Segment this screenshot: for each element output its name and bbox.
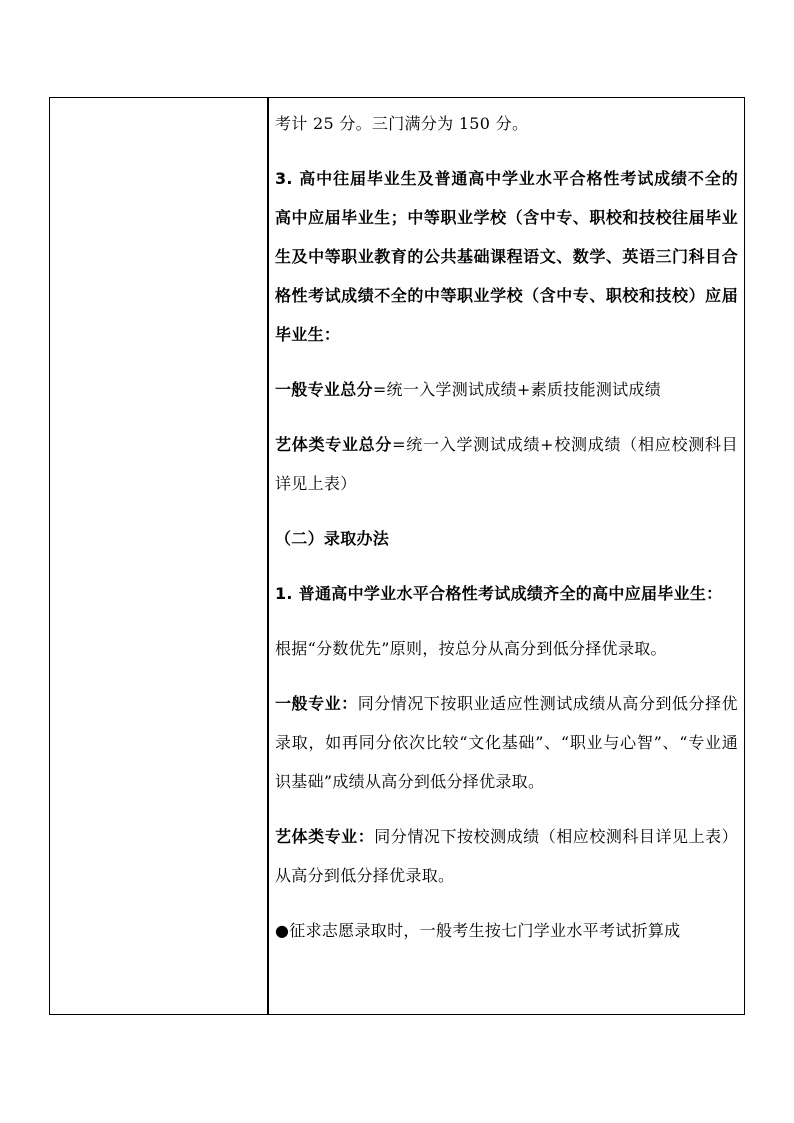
score-total-text: 考计 25 分。三门满分为 150 分。 [275,114,529,133]
supplementary-admission-body: 征求志愿录取时，一般考生按七门学业水平考试折算成 [289,921,681,940]
art-major-tiebreak-text: 同分情况下按校测成绩（相应校测科目详见上表）从高分到低分择优录取。 [275,827,738,885]
general-major-formula-text: =统一入学测试成绩+素质技能测试成绩 [372,380,662,399]
bullet-icon: ● [275,921,290,940]
general-major-formula [275,370,738,409]
art-major-tiebreak [275,817,738,895]
score-priority-rule: 根据“分数优先”原则，按总分从高分到低分择优录取。 [275,639,667,658]
supplementary-admission-text [275,911,738,950]
general-major-label: 一般专业总分 [275,380,373,399]
general-major-tiebreak [275,684,738,801]
art-major-label: 艺体类专业总分 [275,435,393,454]
art-major-formula [275,425,738,503]
subsection-1-heading: 1. 普通高中学业水平合格性考试成绩齐全的高中应届毕业生： [275,584,723,603]
general-major-tiebreak-text: 同分情况下按职业适应性测试成绩从高分到低分择优录取，如再同分依次比较“文化基础”、“职业与心智”、“专业通识基础”成绩从高分到低分择优录取。 [275,694,738,791]
general-major-tiebreak-label: 一般专业： [275,694,358,713]
table-right-cell [269,98,744,1014]
table-left-cell [50,98,267,1014]
section-3-heading: 3. 高中往届毕业生及普通高中学业水平合格性考试成绩不全的高中应届毕业生；中等职业学校（含中专、职校和技校往届毕业生及中等职业教育的公共基础课程语文、数学、英语三门科目合格性考试成绩不全的中等职业学校（含中专、职校和技校）应届毕业生： [275,169,738,344]
art-major-tiebreak-label: 艺体类专业： [275,827,375,846]
admission-method-heading: （二）录取办法 [275,529,390,548]
content-table [49,97,745,1015]
art-major-formula-text: =统一入学测试成绩+校测成绩（相应校测科目详见上表） [275,435,738,493]
